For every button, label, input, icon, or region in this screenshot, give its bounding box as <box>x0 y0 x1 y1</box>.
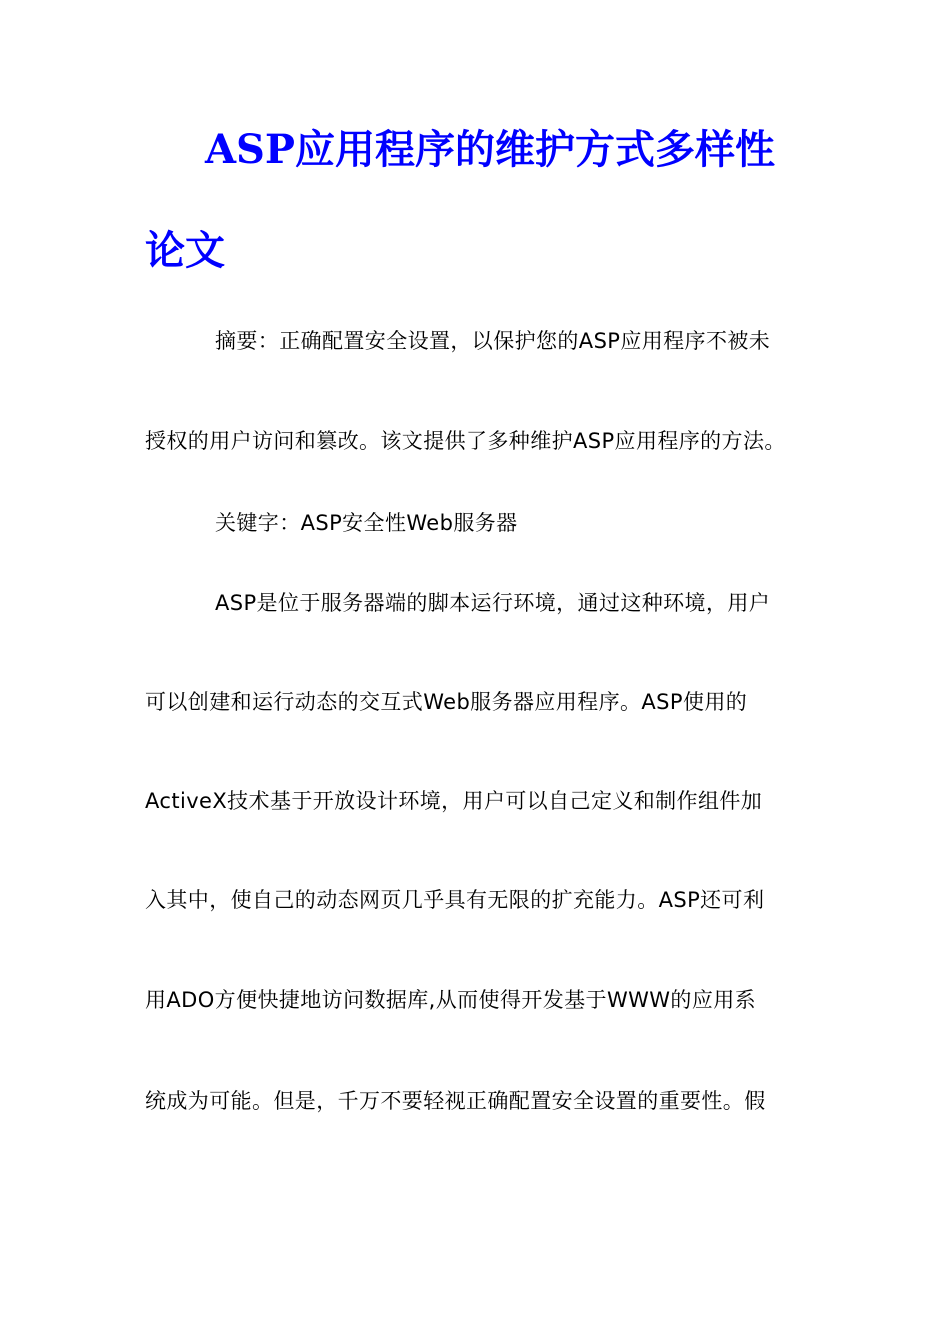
body-line: 统成为可能。但是，千万不要轻视正确配置安全设置的重要性。假 <box>145 1089 766 1113</box>
body-line: 用ADO方便快捷地访问数据库,从而使得开发基于WWW的应用系 <box>145 988 757 1012</box>
abstract-line: 摘要：正确配置安全设置，以保护您的ASP应用程序不被未 <box>215 329 771 353</box>
keywords-line: 关键字：ASP安全性Web服务器 <box>215 511 518 535</box>
abstract-line: 授权的用户访问和篡改。该文提供了多种维护ASP应用程序的方法。 <box>145 429 786 453</box>
body-line: 入其中，使自己的动态网页几乎具有无限的扩充能力。ASP还可利 <box>145 888 765 912</box>
document-title: ASP应用程序的维护方式多样性 <box>205 126 775 173</box>
body-line: ASP是位于服务器端的脚本运行环境，通过这种环境，用户 <box>215 591 771 615</box>
body-line: 可以创建和运行动态的交互式Web服务器应用程序。ASP使用的 <box>145 690 748 714</box>
document-title-continued: 论文 <box>145 227 225 274</box>
body-line: ActiveX技术基于开放设计环境，用户可以自己定义和制作组件加 <box>145 789 763 813</box>
